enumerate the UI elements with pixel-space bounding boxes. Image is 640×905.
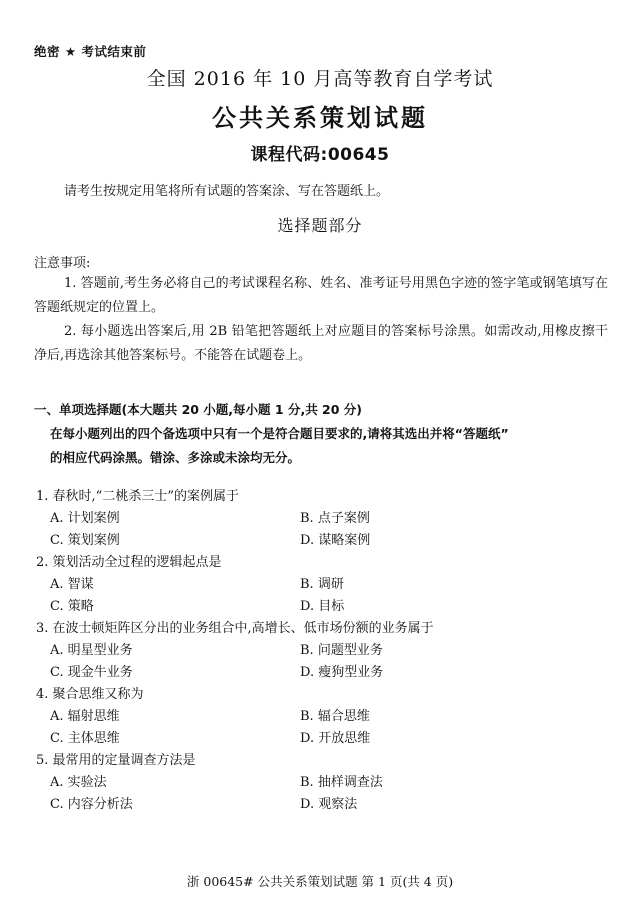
- option-row: [36, 508, 616, 530]
- option-d: D. 瘦狗型业务: [300, 665, 384, 680]
- question-stem: 3. 在波士顿矩阵区分出的业务组合中,高增长、低市场份额的业务属于: [36, 621, 434, 636]
- option-d: D. 目标: [300, 599, 345, 614]
- question-item: [36, 618, 616, 684]
- option-row: [36, 772, 616, 794]
- option-b: B. 抽样调查法: [300, 775, 383, 790]
- question-item: [36, 486, 616, 552]
- question-stem: 4. 聚合思维又称为: [36, 687, 144, 702]
- option-a: A. 计划案例: [50, 511, 120, 526]
- question-stem: 1. 春秋时,“二桃杀三士”的案例属于: [36, 489, 239, 504]
- option-row: [36, 794, 616, 816]
- part-description-line: 在每小题列出的四个备选项中只有一个是符合题目要求的,请将其选出并将“答题纸”: [50, 426, 509, 441]
- question-stem: 2. 策划活动全过程的逻辑起点是: [36, 555, 222, 570]
- part-heading: 一、单项选择题(本大题共 20 小题,每小题 1 分,共 20 分): [34, 402, 363, 417]
- option-row: [36, 530, 616, 552]
- option-row: [36, 662, 616, 684]
- notes-heading: 注意事项:: [34, 256, 91, 271]
- option-b: B. 辐合思维: [300, 709, 370, 724]
- option-c: C. 策略: [50, 599, 94, 614]
- exam-title: 全国 2016 年 10 月高等教育自学考试: [146, 68, 494, 90]
- option-a: A. 辐射思维: [50, 709, 120, 724]
- option-row: [36, 574, 616, 596]
- option-a: A. 智谋: [50, 577, 94, 592]
- option-row: [36, 640, 616, 662]
- option-a: A. 明星型业务: [50, 643, 133, 658]
- question-item: [36, 552, 616, 618]
- answer-instruction: 请考生按规定用笔将所有试题的答案涂、写在答题纸上。: [64, 184, 390, 199]
- option-d: D. 谋略案例: [300, 533, 371, 548]
- option-b: B. 问题型业务: [300, 643, 383, 658]
- option-b: B. 调研: [300, 577, 344, 592]
- option-c: C. 策划案例: [50, 533, 120, 548]
- section-title: 选择题部分: [277, 216, 363, 235]
- confidential-label: 绝密 ★ 考试结束前: [34, 44, 147, 59]
- question-stem: 5. 最常用的定量调查方法是: [36, 753, 196, 768]
- option-d: D. 观察法: [300, 797, 358, 812]
- part-description-line: 的相应代码涂黑。错涂、多涂或未涂均无分。: [50, 450, 301, 465]
- option-c: C. 主体思维: [50, 731, 120, 746]
- part-description: [50, 422, 620, 470]
- option-d: D. 开放思维: [300, 731, 371, 746]
- note-item: 1. 答题前,考生务必将自己的考试课程名称、姓名、准考证号用黑色字迹的签字笔或钢笔填写在答题纸规定的位置上。: [34, 276, 608, 315]
- page-footer: 浙 00645# 公共关系策划试题 第 1 页(共 4 页): [186, 874, 454, 889]
- note-item: 2. 每小题选出答案后,用 2B 铅笔把答题纸上对应题目的答案标号涂黑。如需改动,用橡皮擦干净后,再选涂其他答案标号。不能答在试题卷上。: [34, 324, 608, 363]
- option-a: A. 实验法: [50, 775, 107, 790]
- option-b: B. 点子案例: [300, 511, 370, 526]
- question-item: [36, 684, 616, 750]
- option-row: [36, 728, 616, 750]
- option-c: C. 内容分析法: [50, 797, 133, 812]
- option-row: [36, 706, 616, 728]
- subject-title: 公共关系策划试题: [212, 104, 428, 132]
- course-code: 课程代码:00645: [250, 145, 390, 165]
- question-list: [36, 486, 616, 816]
- option-c: C. 现金牛业务: [50, 665, 133, 680]
- option-row: [36, 596, 616, 618]
- question-item: [36, 750, 616, 816]
